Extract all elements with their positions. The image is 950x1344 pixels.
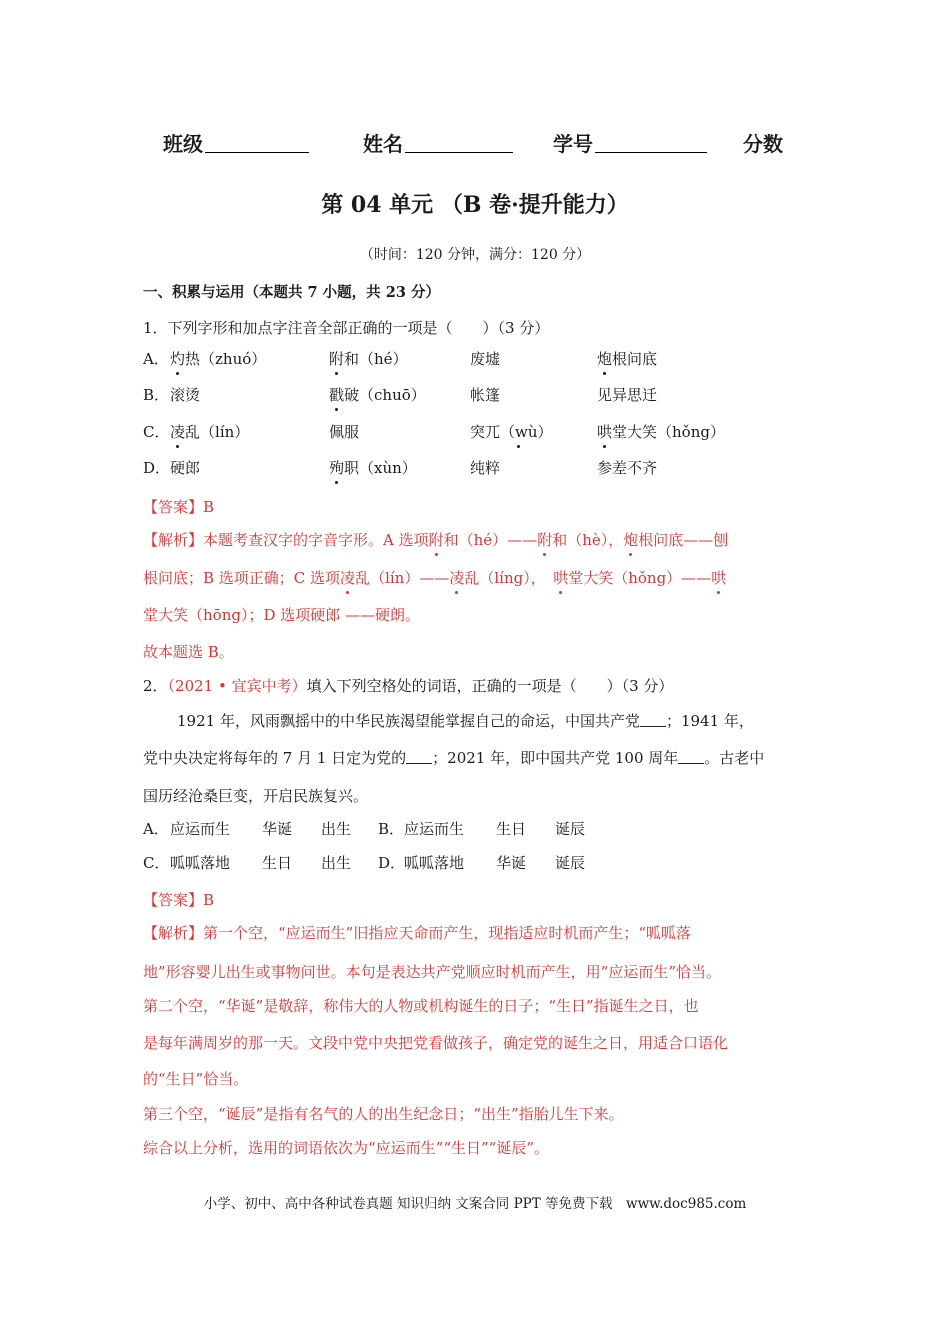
q1-option-b-word2 [329,384,426,405]
word-text: 堂大笑（hǒng） [612,423,725,441]
q2-analysis-line-2: 地”形容婴儿出生或事物问世。本句是表达共产党顺应时机而产生，用“应运而生”恰当。 [143,963,722,981]
q1-option-b-label: B． [143,386,170,404]
word-text: 破（chuō） [344,386,426,404]
passage-text: ；2021 年，即中国共产党 100 周年 [432,749,679,767]
analysis-text: 乱（lín）—— [355,569,450,587]
word-text: 热（zhuó） [185,350,267,368]
q1-option-c-word2: 佩服 [329,423,360,441]
q2-option-c-word3: 出生 [321,854,352,872]
fill-blank-3 [678,749,704,764]
answer-tag: 【答案】 [143,498,204,516]
q2-passage-line-3: 国历经沧桑巨变，开启民族复兴。 [143,787,369,805]
q1-option-a-word3: 废墟 [470,350,501,368]
q2-option-d-word2: 华诞 [496,854,527,872]
q2-analysis-line-1 [143,922,691,943]
section-heading: 一、积累与运用（本题共 7 小题，共 23 分） [143,284,440,301]
q1-stem: 1．下列字形和加点字注音全部正确的一项是（ ）（3 分） [143,319,550,337]
analysis-text: 本题考查汉字的字音字形。A 选项 [203,531,429,549]
fill-blank-2 [406,749,432,764]
q1-option-b-word3: 帐篷 [470,386,501,404]
q2-number: 2． [143,677,168,695]
answer-value: B [203,498,215,516]
dotted-char: 凌 [340,569,356,587]
q2-analysis-line-3: 第二个空，“华诞”是敬辞，称伟大的人物或机构诞生的日子；“生日”指诞生之日，也 [143,997,699,1015]
analysis-text: 根问底—— [638,531,714,549]
dotted-char: 炮 [623,531,639,549]
passage-text: 。古老中 [704,749,765,767]
word-text: 和（hé） [344,350,408,368]
q2-option-c-word1: 呱呱落地 [170,854,231,872]
page-title: 第 04 单元 （B 卷·提升能力） [321,192,629,218]
q2-option-d-label: D． [378,854,406,872]
analysis-text: 和（hé）—— [443,531,538,549]
class-blank [205,134,309,153]
q2-option-a-label: A． [143,820,169,838]
analysis-tag: 【解析】 [143,531,204,549]
q2-passage-line-2 [143,747,764,768]
dotted-char: 殉 [329,459,345,477]
passage-text: 1921 年，风雨飘摇中的中华民族渴望能掌握自己的命运，中国共产党 [177,712,640,730]
dotted-char: 灼 [170,350,186,368]
analysis-text: 根问底；B 选项正确；C 选项 [143,569,341,587]
dotted-char: 兀（wù） [485,423,553,441]
dotted-char: 哄 [597,423,613,441]
name-field [363,128,513,157]
q2-option-b-word3: 诞辰 [555,820,586,838]
q1-option-d-word2 [329,457,417,478]
student-id-label: 学号 [553,132,593,156]
q1-option-d-word4: 参差不齐 [597,459,658,477]
q2-answer [143,889,214,910]
page-subtitle: （时间：120 分钟，满分：120 分） [359,247,591,263]
word-text: 根问底 [612,350,658,368]
name-label: 姓名 [363,132,403,156]
q2-option-b-word2: 生日 [496,820,527,838]
q1-option-c-word1 [170,421,249,442]
score-field [743,128,783,157]
q1-analysis-line-3: 堂大笑（hōng）；D 选项硬郎 ——硬朗。 [143,606,421,624]
class-field [163,128,309,157]
q1-option-c-word4 [597,421,725,442]
q2-option-a-word1: 应运而生 [170,820,231,838]
fill-blank-1 [640,712,666,727]
q2-analysis-line-5: 的“生日”恰当。 [143,1070,249,1088]
q2-stem-text: 填入下列空格处的词语，正确的一项是（ ）（3 分） [306,677,674,695]
answer-tag: 【答案】 [143,891,204,909]
q2-option-d-word3: 诞辰 [555,854,586,872]
q2-stem [143,675,673,696]
q2-source: （2021 • 宜宾中考） [167,677,307,695]
q1-option-a-word4 [597,348,657,369]
q2-option-b-label: B． [378,820,405,838]
dotted-char: 哄 [711,569,727,587]
dotted-char: 附 [428,531,444,549]
passage-text: 党中央决定将每年的 7 月 1 日定为党的 [143,749,407,767]
word-text: 突 [470,423,486,441]
dotted-char: 凌 [170,423,186,441]
name-blank [405,134,513,153]
q2-analysis-line-6: 第三个空，“诞辰”是指有名气的人的出生纪念日；“出生”指胎儿生下来。 [143,1105,624,1123]
dotted-char: 戳 [329,386,345,404]
q1-analysis-line-2 [143,567,726,588]
q1-option-d-label: D． [143,459,171,477]
word-text: 职（xùn） [344,459,417,477]
word-text: 乱（lín） [185,423,250,441]
q1-conclusion: 故本题选 B。 [143,643,234,661]
analysis-text: 刨 [713,531,729,549]
q2-option-c-label: C． [143,854,170,872]
student-id-field [553,128,707,157]
q1-option-a-label: A． [143,350,169,368]
answer-value: B [203,891,215,909]
dotted-char: 凌 [449,569,465,587]
student-id-blank [595,134,707,153]
q1-answer [143,496,214,517]
dotted-char: 炮 [597,350,613,368]
dotted-char: 哄 [553,569,569,587]
analysis-text: 乱（líng）， [464,569,554,587]
analysis-text: 第一个空，“应运而生”旧指应天命而产生，现指适应时机而产生；“呱呱落 [203,924,692,942]
q1-option-b-word1: 滚烫 [170,386,201,404]
page-footer: 小学、初中、高中各种试卷真题 知识归纳 文案合同 PPT 等免费下载 www.doc985.com [203,1196,747,1212]
q1-analysis-line-1 [143,529,728,550]
q1-option-d-word3: 纯粹 [470,459,501,477]
q2-option-c-word2: 生日 [262,854,293,872]
q2-passage-line-1 [177,710,754,731]
dotted-char: 附 [537,531,553,549]
q2-option-a-word2: 华诞 [262,820,293,838]
q2-option-b-word1: 应运而生 [404,820,465,838]
q1-option-c-label: C． [143,423,170,441]
q1-option-a-word1 [170,348,266,369]
q2-option-d-word1: 呱呱落地 [404,854,465,872]
passage-text: ；1941 年， [665,712,754,730]
q1-option-a-word2 [329,348,408,369]
q2-analysis-line-4: 是每年满周岁的那一天。文段中党中央把党看做孩子，确定党的诞生之日，用适合口语化 [143,1034,729,1052]
q1-option-b-word4: 见异思迁 [597,386,658,404]
analysis-text: 和（hè）， [552,531,624,549]
score-label: 分数 [743,132,783,156]
class-label: 班级 [163,132,203,156]
analysis-text: 堂大笑（hǒng）—— [568,569,712,587]
q2-analysis-line-7: 综合以上分析，选用的词语依次为“应运而生”“生日”“诞辰”。 [143,1139,550,1157]
q2-option-a-word3: 出生 [321,820,352,838]
q1-option-c-word3 [470,421,553,442]
q1-option-d-word1: 硬郎 [170,459,201,477]
analysis-tag: 【解析】 [143,924,204,942]
dotted-char: 附 [329,350,345,368]
